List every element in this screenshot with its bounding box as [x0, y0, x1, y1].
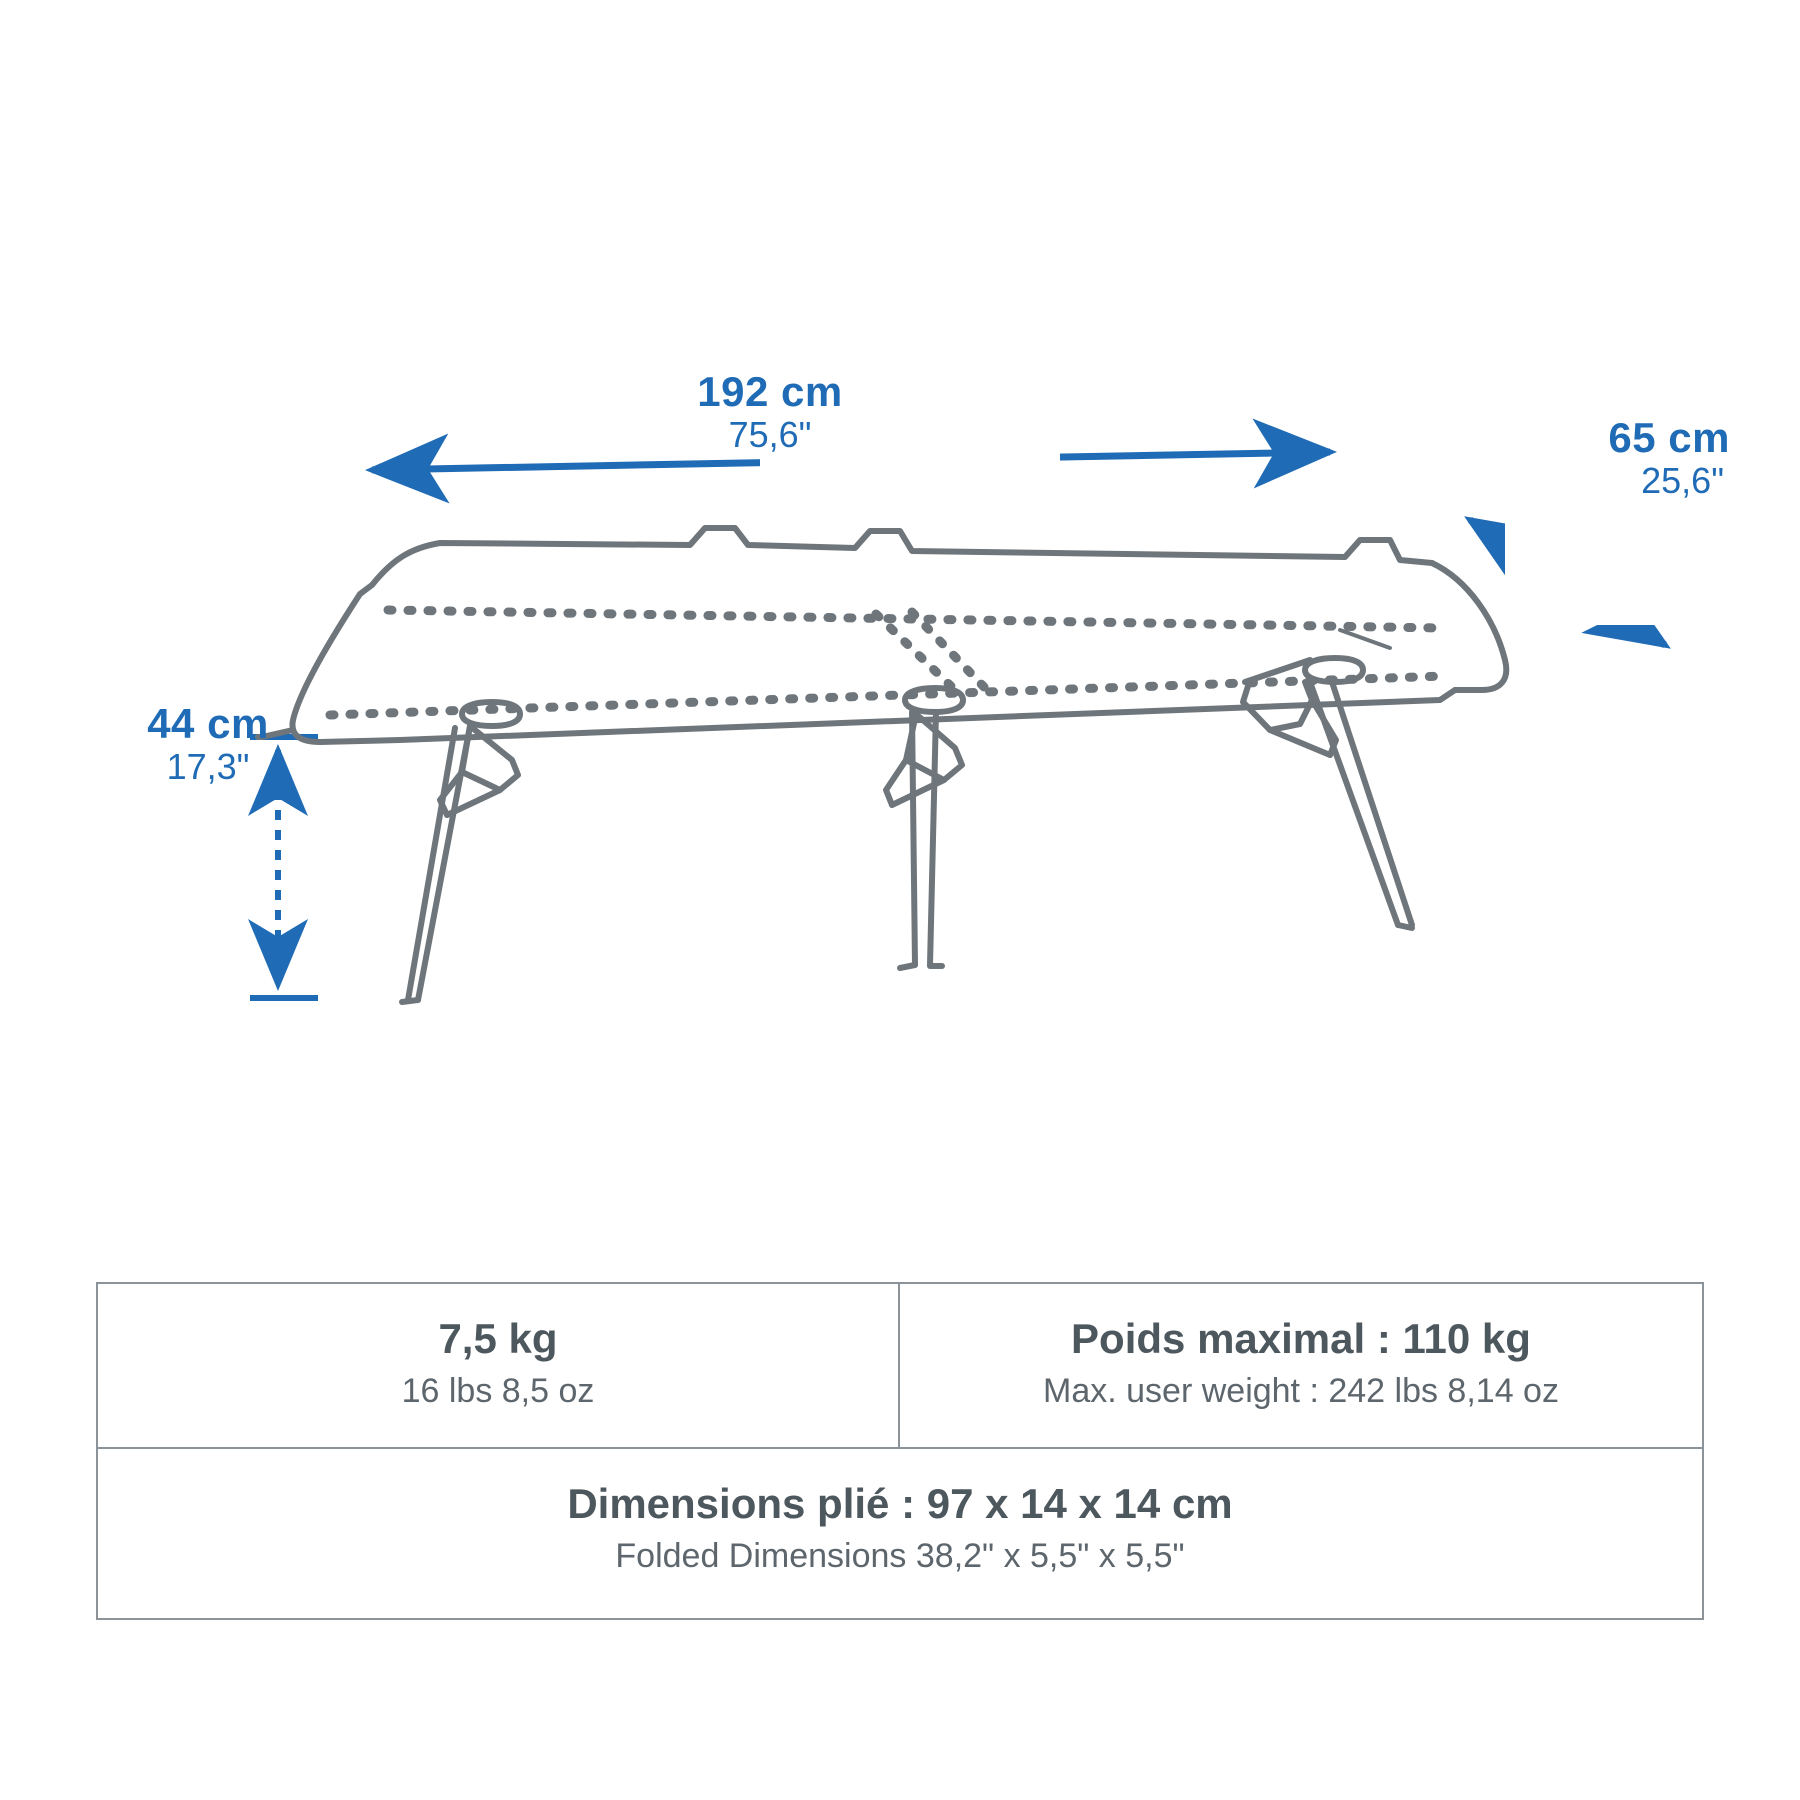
length-dimension-label [640, 368, 900, 455]
table-row [98, 1449, 1702, 1618]
width-dimension-label [1480, 414, 1730, 501]
length-primary-value: 192 cm [697, 368, 843, 415]
weight-secondary: 16 lbs 8,5 oz [401, 1371, 595, 1410]
max-user-weight-primary: Poids maximal : 110 kg [1071, 1315, 1531, 1362]
specifications-table [96, 1282, 1704, 1620]
width-secondary-value: 25,6" [1641, 460, 1724, 502]
length-secondary-value: 75,6" [728, 414, 812, 456]
table-row [98, 1284, 1702, 1449]
folded-dimensions-secondary: Folded Dimensions 38,2" x 5,5" x 5,5" [615, 1536, 1185, 1575]
weight-cell [98, 1284, 900, 1447]
height-dimension-label [88, 700, 328, 787]
width-primary-value: 65 cm [1608, 414, 1730, 461]
height-primary-value: 44 cm [147, 700, 269, 747]
max-user-weight-cell [900, 1284, 1702, 1447]
folded-dimensions-primary: Dimensions plié : 97 x 14 x 14 cm [567, 1480, 1233, 1528]
weight-primary: 7,5 kg [438, 1315, 558, 1362]
camp-bed-outline [258, 528, 1506, 1002]
max-user-weight-secondary: Max. user weight : 242 lbs 8,14 oz [1043, 1371, 1559, 1410]
height-secondary-value: 17,3" [166, 746, 250, 788]
folded-dimensions-cell [98, 1449, 1702, 1618]
width-dimension-arrow [1470, 505, 1665, 645]
